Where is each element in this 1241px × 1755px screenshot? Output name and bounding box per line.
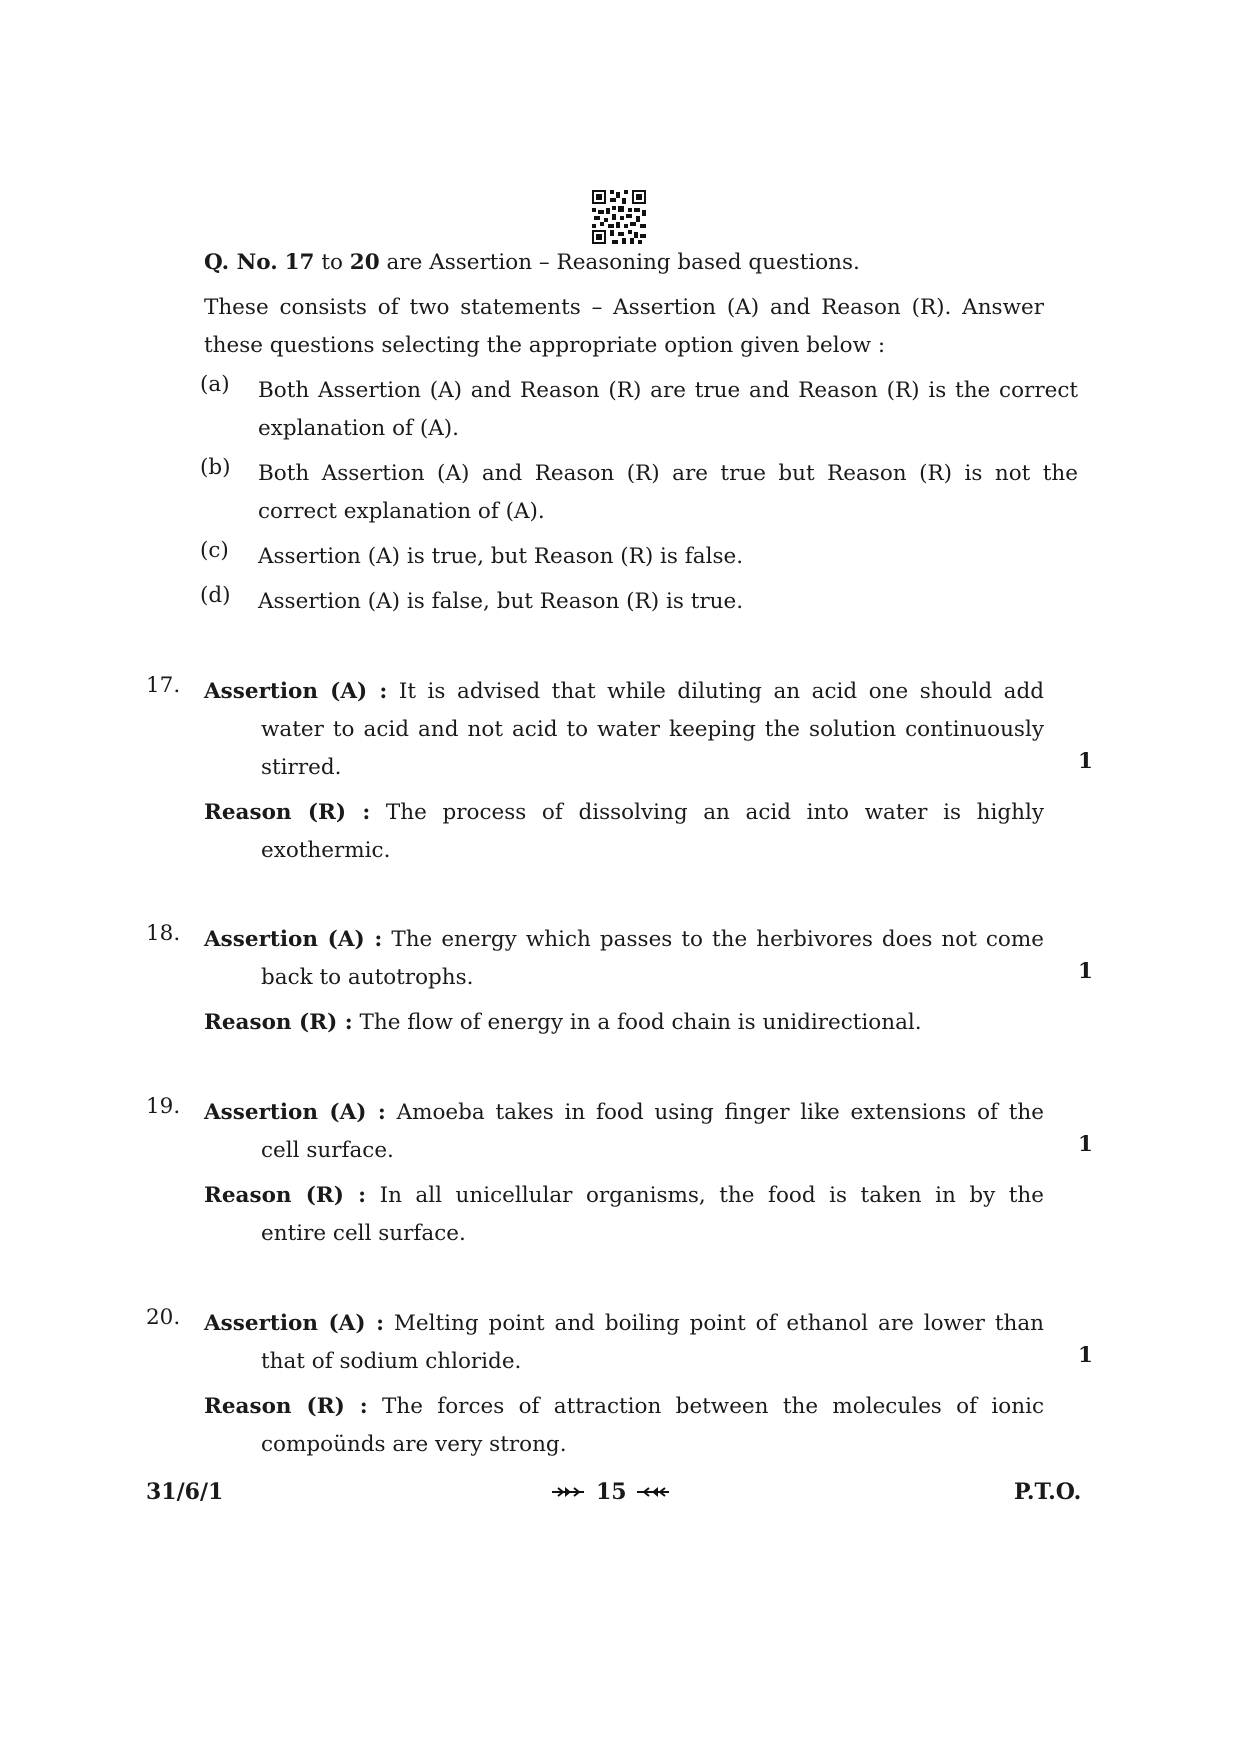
assertion-label: Assertion (A) : bbox=[204, 1311, 385, 1336]
reason-label: Reason (R) : bbox=[204, 800, 371, 825]
reason-text: The forces of attraction between the molecules of ionic bbox=[382, 1394, 1044, 1419]
option-text: Both Assertion (A) and Reason (R) are true but Reason (R) is not the bbox=[258, 461, 1078, 486]
option-text: explanation of (A). bbox=[258, 416, 459, 441]
option-label: (d) bbox=[200, 583, 231, 608]
arrow-ornament-icon bbox=[552, 1485, 586, 1499]
option-text: Assertion (A) is false, but Reason (R) is true. bbox=[258, 589, 744, 614]
q-from: 17 bbox=[284, 250, 315, 275]
page-number-block bbox=[552, 1479, 671, 1505]
reason-text: The flow of energy in a food chain is unidirectional. bbox=[359, 1010, 922, 1035]
assertion bbox=[204, 673, 1044, 787]
marks: 1 bbox=[1078, 959, 1093, 984]
reason bbox=[204, 1004, 1044, 1042]
assertion bbox=[204, 921, 1044, 997]
reason-text: compoünds are very strong. bbox=[261, 1432, 567, 1457]
instructions-line-3: these questions selecting the appropriate option given below : bbox=[204, 333, 886, 358]
q-to: 20 bbox=[349, 250, 380, 275]
assertion-text: cell surface. bbox=[261, 1138, 394, 1163]
reason bbox=[204, 1177, 1044, 1253]
assertion-text: The energy which passes to the herbivores does not come bbox=[391, 927, 1044, 952]
assertion-text: It is advised that while diluting an acid one should add bbox=[398, 679, 1044, 704]
option-label: (a) bbox=[200, 372, 230, 397]
assertion-label: Assertion (A) : bbox=[204, 927, 383, 952]
option-text: Both Assertion (A) and Reason (R) are true and Reason (R) is the correct bbox=[258, 378, 1078, 403]
question-number: 19. bbox=[146, 1094, 181, 1119]
page-number: 15 bbox=[596, 1479, 627, 1505]
reason-label: Reason (R) : bbox=[204, 1183, 367, 1208]
assertion-text: Melting point and boiling point of ethanol are lower than bbox=[393, 1311, 1044, 1336]
marks: 1 bbox=[1078, 749, 1093, 774]
reason bbox=[204, 794, 1044, 870]
assertion-label: Assertion (A) : bbox=[204, 1100, 386, 1125]
assertion-text: back to autotrophs. bbox=[261, 965, 474, 990]
option-text: Assertion (A) is true, but Reason (R) is false. bbox=[258, 544, 744, 569]
marks: 1 bbox=[1078, 1343, 1093, 1368]
question-number: 20. bbox=[146, 1305, 181, 1330]
option-label: (c) bbox=[200, 538, 229, 563]
reason-label: Reason (R) : bbox=[204, 1394, 368, 1419]
question-number: 17. bbox=[146, 673, 181, 698]
assertion-text: Amoeba takes in food using finger like extensions of the bbox=[396, 1100, 1044, 1125]
instructions-line-2: These consists of two statements – Assertion (A) and Reason (R). Answer bbox=[204, 295, 1044, 320]
reason-text: In all unicellular organisms, the food is taken in by the bbox=[379, 1183, 1044, 1208]
arrow-ornament-icon bbox=[637, 1485, 671, 1499]
pto-label: P.T.O. bbox=[1014, 1479, 1082, 1505]
to-word: to bbox=[321, 250, 343, 275]
assertion bbox=[204, 1305, 1044, 1381]
assertion-text: water to acid and not acid to water keeping the solution continuously bbox=[261, 717, 1044, 742]
reason-text: The process of dissolving an acid into water is highly bbox=[385, 800, 1044, 825]
option-label: (b) bbox=[200, 455, 231, 480]
q-label: Q. No. bbox=[204, 250, 278, 275]
assertion-text: stirred. bbox=[261, 755, 342, 780]
assertion bbox=[204, 1094, 1044, 1170]
paper-code: 31/6/1 bbox=[146, 1479, 224, 1505]
qr-code-icon bbox=[592, 190, 646, 244]
q-rest: are Assertion – Reasoning based questions. bbox=[386, 250, 860, 275]
instructions bbox=[204, 244, 1044, 282]
reason bbox=[204, 1388, 1044, 1464]
instructions-heading bbox=[204, 244, 1044, 282]
question-number: 18. bbox=[146, 921, 181, 946]
assertion-text: that of sodium chloride. bbox=[261, 1349, 522, 1374]
assertion-label: Assertion (A) : bbox=[204, 679, 388, 704]
reason-text: entire cell surface. bbox=[261, 1221, 466, 1246]
option-text: correct explanation of (A). bbox=[258, 499, 545, 524]
reason-label: Reason (R) : bbox=[204, 1010, 353, 1035]
marks: 1 bbox=[1078, 1132, 1093, 1157]
reason-text: exothermic. bbox=[261, 838, 391, 863]
